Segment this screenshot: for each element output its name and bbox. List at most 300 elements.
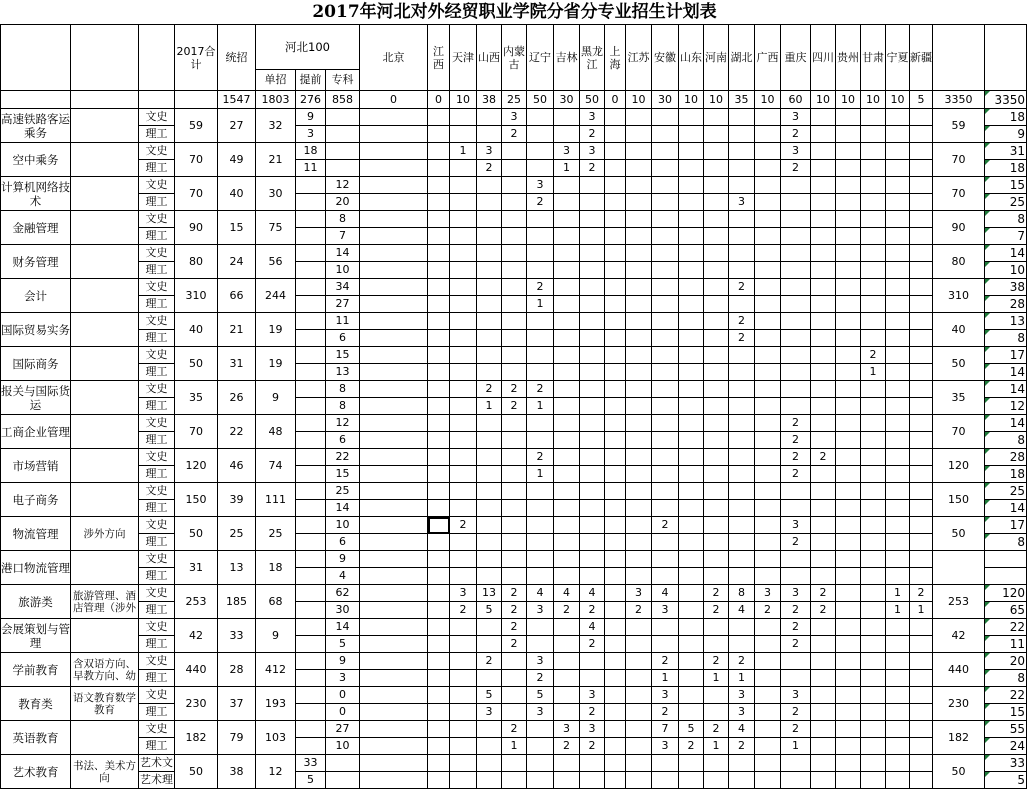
single-value[interactable]: 412 [256, 653, 296, 687]
province-value[interactable] [704, 551, 729, 568]
line-total[interactable]: 17 [985, 517, 1027, 534]
specialty-value[interactable]: 10 [326, 262, 360, 279]
province-value[interactable] [428, 534, 450, 551]
province-value[interactable] [580, 313, 605, 330]
province-value[interactable] [502, 704, 527, 721]
province-value[interactable] [781, 568, 811, 585]
province-value[interactable] [729, 109, 755, 126]
province-value[interactable] [861, 228, 886, 245]
province-value[interactable]: 1 [729, 670, 755, 687]
province-value[interactable] [605, 262, 626, 279]
province-value[interactable]: 2 [527, 670, 554, 687]
province-value[interactable]: 2 [781, 432, 811, 449]
province-value[interactable] [527, 738, 554, 755]
province-value[interactable]: 1 [861, 364, 886, 381]
province-value[interactable] [428, 296, 450, 313]
total-cell[interactable]: 10 [836, 91, 861, 109]
province-value[interactable] [755, 194, 781, 211]
province-value[interactable] [428, 670, 450, 687]
province-value[interactable] [626, 398, 652, 415]
province-value[interactable] [811, 636, 836, 653]
province-value[interactable]: 2 [781, 636, 811, 653]
province-value[interactable]: 3 [580, 109, 605, 126]
province-value[interactable] [477, 772, 502, 789]
specialty-value[interactable]: 7 [326, 228, 360, 245]
province-value[interactable] [679, 262, 704, 279]
beijing-value[interactable] [360, 704, 428, 721]
specialty-value[interactable]: 15 [326, 347, 360, 364]
province-value[interactable] [605, 772, 626, 789]
province-value[interactable] [626, 160, 652, 177]
beijing-value[interactable] [360, 585, 428, 602]
total-cell[interactable]: 38 [477, 91, 502, 109]
province-value[interactable] [652, 500, 679, 517]
province-value[interactable]: 2 [652, 517, 679, 534]
province-value[interactable]: 2 [580, 602, 605, 619]
beijing-value[interactable] [360, 398, 428, 415]
total-value[interactable]: 90 [175, 211, 218, 245]
province-value[interactable]: 3 [626, 585, 652, 602]
total-cell[interactable]: 10 [450, 91, 477, 109]
province-value[interactable]: 8 [729, 585, 755, 602]
province-value[interactable]: 1 [527, 296, 554, 313]
province-value[interactable] [477, 619, 502, 636]
province-value[interactable] [554, 330, 580, 347]
province-value[interactable] [836, 738, 861, 755]
province-value[interactable] [554, 619, 580, 636]
sum-value[interactable]: 182 [933, 721, 985, 755]
province-value[interactable] [652, 449, 679, 466]
province-value[interactable] [811, 466, 836, 483]
line-total[interactable]: 33 [985, 755, 1027, 772]
beijing-value[interactable] [360, 687, 428, 704]
province-value[interactable] [704, 619, 729, 636]
beijing-value[interactable] [360, 381, 428, 398]
province-value[interactable] [781, 347, 811, 364]
province-value[interactable]: 2 [527, 279, 554, 296]
province-value[interactable] [626, 534, 652, 551]
beijing-value[interactable] [360, 602, 428, 619]
province-value[interactable] [704, 245, 729, 262]
province-value[interactable] [910, 228, 933, 245]
province-value[interactable]: 2 [502, 636, 527, 653]
single-value[interactable]: 32 [256, 109, 296, 143]
province-value[interactable] [861, 330, 886, 347]
sum-value[interactable]: 42 [933, 619, 985, 653]
province-value[interactable] [910, 296, 933, 313]
province-value[interactable] [580, 653, 605, 670]
province-value[interactable] [704, 483, 729, 500]
province-value[interactable] [428, 347, 450, 364]
line-total[interactable]: 28 [985, 449, 1027, 466]
early-value[interactable]: 11 [296, 160, 326, 177]
single-value[interactable]: 25 [256, 517, 296, 551]
province-value[interactable] [910, 143, 933, 160]
specialty-value[interactable]: 22 [326, 449, 360, 466]
province-value[interactable] [679, 109, 704, 126]
province-value[interactable] [605, 126, 626, 143]
province-value[interactable]: 2 [755, 602, 781, 619]
province-value[interactable] [886, 398, 910, 415]
province-value[interactable] [886, 415, 910, 432]
province-value[interactable] [428, 551, 450, 568]
province-value[interactable] [477, 432, 502, 449]
province-value[interactable] [450, 126, 477, 143]
province-value[interactable] [886, 228, 910, 245]
province-value[interactable] [554, 772, 580, 789]
province-value[interactable]: 1 [781, 738, 811, 755]
province-value[interactable] [910, 517, 933, 534]
province-value[interactable] [910, 364, 933, 381]
line-total[interactable]: 17 [985, 347, 1027, 364]
province-value[interactable]: 3 [477, 143, 502, 160]
line-total[interactable]: 5 [985, 772, 1027, 789]
province-value[interactable] [605, 704, 626, 721]
province-value[interactable] [886, 143, 910, 160]
province-value[interactable] [910, 449, 933, 466]
province-value[interactable] [811, 381, 836, 398]
province-value[interactable] [605, 670, 626, 687]
province-value[interactable] [886, 262, 910, 279]
province-value[interactable] [811, 177, 836, 194]
beijing-value[interactable] [360, 636, 428, 653]
province-value[interactable] [836, 653, 861, 670]
province-value[interactable] [729, 296, 755, 313]
province-value[interactable] [580, 551, 605, 568]
province-value[interactable] [428, 211, 450, 228]
province-value[interactable]: 2 [580, 704, 605, 721]
province-value[interactable] [861, 296, 886, 313]
province-value[interactable] [580, 398, 605, 415]
single-value[interactable]: 9 [256, 619, 296, 653]
province-value[interactable] [450, 381, 477, 398]
unified-value[interactable]: 66 [218, 279, 256, 313]
province-value[interactable] [755, 687, 781, 704]
province-value[interactable] [861, 483, 886, 500]
specialty-value[interactable]: 4 [326, 568, 360, 585]
province-value[interactable] [428, 772, 450, 789]
province-value[interactable] [527, 721, 554, 738]
province-value[interactable] [886, 466, 910, 483]
province-value[interactable] [886, 109, 910, 126]
province-value[interactable] [861, 381, 886, 398]
province-value[interactable] [450, 211, 477, 228]
province-value[interactable] [626, 330, 652, 347]
province-value[interactable] [450, 721, 477, 738]
province-value[interactable] [554, 517, 580, 534]
province-value[interactable] [755, 670, 781, 687]
province-value[interactable] [605, 500, 626, 517]
province-value[interactable] [811, 415, 836, 432]
early-value[interactable] [296, 551, 326, 568]
province-value[interactable] [580, 517, 605, 534]
province-value[interactable]: 3 [580, 687, 605, 704]
unified-value[interactable]: 49 [218, 143, 256, 177]
specialty-value[interactable]: 20 [326, 194, 360, 211]
province-value[interactable]: 1 [477, 398, 502, 415]
province-value[interactable] [502, 755, 527, 772]
unified-value[interactable]: 46 [218, 449, 256, 483]
beijing-value[interactable] [360, 313, 428, 330]
province-value[interactable] [554, 126, 580, 143]
province-value[interactable] [836, 670, 861, 687]
province-value[interactable] [605, 602, 626, 619]
unified-value[interactable]: 38 [218, 755, 256, 789]
province-value[interactable] [554, 500, 580, 517]
line-total[interactable]: 14 [985, 500, 1027, 517]
province-value[interactable] [755, 517, 781, 534]
province-value[interactable] [626, 432, 652, 449]
province-value[interactable] [755, 245, 781, 262]
province-value[interactable] [626, 772, 652, 789]
province-value[interactable] [836, 568, 861, 585]
province-value[interactable]: 2 [811, 585, 836, 602]
province-value[interactable]: 2 [580, 126, 605, 143]
sum-value[interactable] [933, 551, 985, 585]
line-total[interactable]: 18 [985, 109, 1027, 126]
province-value[interactable] [450, 551, 477, 568]
province-value[interactable] [580, 228, 605, 245]
province-value[interactable] [428, 279, 450, 296]
province-value[interactable]: 4 [580, 585, 605, 602]
province-value[interactable] [450, 177, 477, 194]
province-value[interactable] [428, 721, 450, 738]
province-value[interactable] [527, 619, 554, 636]
line-total[interactable] [985, 568, 1027, 585]
province-value[interactable] [450, 670, 477, 687]
province-value[interactable] [910, 619, 933, 636]
province-value[interactable] [527, 755, 554, 772]
province-value[interactable]: 2 [781, 602, 811, 619]
province-value[interactable] [527, 568, 554, 585]
province-value[interactable] [554, 551, 580, 568]
province-value[interactable] [886, 160, 910, 177]
province-value[interactable] [836, 245, 861, 262]
early-value[interactable] [296, 296, 326, 313]
province-value[interactable] [861, 704, 886, 721]
province-value[interactable] [450, 228, 477, 245]
early-value[interactable] [296, 483, 326, 500]
province-value[interactable] [450, 568, 477, 585]
province-value[interactable]: 2 [502, 126, 527, 143]
province-value[interactable] [450, 483, 477, 500]
sum-value[interactable]: 35 [933, 381, 985, 415]
province-value[interactable]: 2 [502, 398, 527, 415]
province-value[interactable] [626, 381, 652, 398]
province-value[interactable] [704, 636, 729, 653]
province-value[interactable] [781, 245, 811, 262]
specialty-value[interactable]: 14 [326, 245, 360, 262]
province-value[interactable] [836, 177, 861, 194]
province-value[interactable]: 2 [477, 381, 502, 398]
specialty-value[interactable]: 6 [326, 432, 360, 449]
province-value[interactable] [679, 398, 704, 415]
province-value[interactable]: 2 [704, 653, 729, 670]
province-value[interactable]: 4 [729, 721, 755, 738]
province-value[interactable] [502, 143, 527, 160]
province-value[interactable]: 2 [450, 602, 477, 619]
province-value[interactable] [755, 551, 781, 568]
province-value[interactable] [836, 296, 861, 313]
province-value[interactable] [755, 262, 781, 279]
province-value[interactable] [605, 330, 626, 347]
province-value[interactable]: 2 [729, 330, 755, 347]
province-value[interactable] [679, 687, 704, 704]
province-value[interactable] [554, 636, 580, 653]
province-value[interactable]: 3 [781, 109, 811, 126]
province-value[interactable] [755, 653, 781, 670]
province-value[interactable] [477, 738, 502, 755]
province-value[interactable] [450, 245, 477, 262]
province-value[interactable] [836, 398, 861, 415]
province-value[interactable] [811, 755, 836, 772]
province-value[interactable] [811, 194, 836, 211]
province-value[interactable] [580, 381, 605, 398]
province-value[interactable]: 2 [527, 381, 554, 398]
province-value[interactable] [652, 568, 679, 585]
total-cell[interactable]: 3350 [985, 91, 1027, 109]
early-value[interactable] [296, 194, 326, 211]
province-value[interactable] [910, 653, 933, 670]
province-value[interactable] [626, 670, 652, 687]
province-value[interactable]: 4 [554, 585, 580, 602]
province-value[interactable] [605, 449, 626, 466]
province-value[interactable] [910, 313, 933, 330]
province-value[interactable] [811, 313, 836, 330]
province-value[interactable] [910, 687, 933, 704]
province-value[interactable] [755, 126, 781, 143]
province-value[interactable] [626, 704, 652, 721]
province-value[interactable] [886, 772, 910, 789]
sum-value[interactable]: 70 [933, 415, 985, 449]
unified-value[interactable]: 26 [218, 381, 256, 415]
beijing-value[interactable] [360, 262, 428, 279]
line-total[interactable]: 25 [985, 483, 1027, 500]
unified-value[interactable]: 28 [218, 653, 256, 687]
province-value[interactable] [626, 517, 652, 534]
province-value[interactable] [704, 143, 729, 160]
province-value[interactable] [652, 772, 679, 789]
province-value[interactable] [861, 109, 886, 126]
province-value[interactable] [910, 126, 933, 143]
province-value[interactable] [861, 194, 886, 211]
specialty-value[interactable]: 0 [326, 687, 360, 704]
province-value[interactable] [755, 432, 781, 449]
province-value[interactable] [755, 330, 781, 347]
province-value[interactable] [886, 670, 910, 687]
province-value[interactable] [477, 415, 502, 432]
province-value[interactable] [781, 194, 811, 211]
province-value[interactable] [554, 568, 580, 585]
province-value[interactable]: 3 [527, 602, 554, 619]
total-cell[interactable]: 25 [502, 91, 527, 109]
beijing-value[interactable] [360, 330, 428, 347]
province-value[interactable] [477, 262, 502, 279]
unified-value[interactable]: 13 [218, 551, 256, 585]
province-value[interactable] [781, 364, 811, 381]
province-value[interactable] [781, 500, 811, 517]
province-value[interactable] [626, 738, 652, 755]
province-value[interactable] [861, 466, 886, 483]
province-value[interactable] [554, 194, 580, 211]
specialty-value[interactable]: 11 [326, 313, 360, 330]
province-value[interactable] [626, 194, 652, 211]
province-value[interactable] [626, 262, 652, 279]
province-value[interactable] [811, 347, 836, 364]
province-value[interactable] [605, 585, 626, 602]
province-value[interactable] [428, 330, 450, 347]
province-value[interactable] [428, 432, 450, 449]
specialty-value[interactable] [326, 772, 360, 789]
single-value[interactable]: 9 [256, 381, 296, 415]
province-value[interactable] [450, 432, 477, 449]
total-cell[interactable]: 10 [886, 91, 910, 109]
province-value[interactable]: 7 [652, 721, 679, 738]
province-value[interactable] [861, 432, 886, 449]
province-value[interactable] [605, 653, 626, 670]
province-value[interactable] [450, 194, 477, 211]
province-value[interactable] [605, 398, 626, 415]
province-value[interactable] [605, 483, 626, 500]
province-value[interactable]: 2 [729, 279, 755, 296]
province-value[interactable] [502, 330, 527, 347]
province-value[interactable] [679, 670, 704, 687]
total-cell[interactable]: 3350 [933, 91, 985, 109]
province-value[interactable] [755, 449, 781, 466]
province-value[interactable] [886, 517, 910, 534]
province-value[interactable]: 1 [450, 143, 477, 160]
province-value[interactable] [729, 534, 755, 551]
province-value[interactable] [477, 347, 502, 364]
beijing-value[interactable] [360, 670, 428, 687]
beijing-value[interactable] [360, 721, 428, 738]
province-value[interactable] [450, 296, 477, 313]
province-value[interactable] [910, 466, 933, 483]
specialty-value[interactable] [326, 109, 360, 126]
line-total[interactable]: 7 [985, 228, 1027, 245]
province-value[interactable] [836, 364, 861, 381]
province-value[interactable] [910, 721, 933, 738]
province-value[interactable] [502, 687, 527, 704]
province-value[interactable]: 4 [729, 602, 755, 619]
province-value[interactable] [626, 449, 652, 466]
unified-value[interactable]: 22 [218, 415, 256, 449]
beijing-value[interactable] [360, 296, 428, 313]
province-value[interactable]: 3 [781, 687, 811, 704]
province-value[interactable] [755, 228, 781, 245]
province-value[interactable]: 5 [477, 687, 502, 704]
province-value[interactable] [704, 364, 729, 381]
early-value[interactable] [296, 568, 326, 585]
province-value[interactable] [755, 143, 781, 160]
province-value[interactable] [554, 534, 580, 551]
province-value[interactable]: 2 [729, 653, 755, 670]
province-value[interactable] [626, 636, 652, 653]
province-value[interactable] [554, 347, 580, 364]
early-value[interactable] [296, 534, 326, 551]
total-cell[interactable]: 10 [704, 91, 729, 109]
province-value[interactable] [811, 245, 836, 262]
province-value[interactable] [554, 653, 580, 670]
province-value[interactable] [605, 177, 626, 194]
province-value[interactable] [861, 636, 886, 653]
province-value[interactable]: 2 [450, 517, 477, 534]
province-value[interactable] [554, 177, 580, 194]
province-value[interactable] [450, 330, 477, 347]
province-value[interactable] [679, 551, 704, 568]
province-value[interactable] [477, 466, 502, 483]
single-value[interactable]: 68 [256, 585, 296, 619]
